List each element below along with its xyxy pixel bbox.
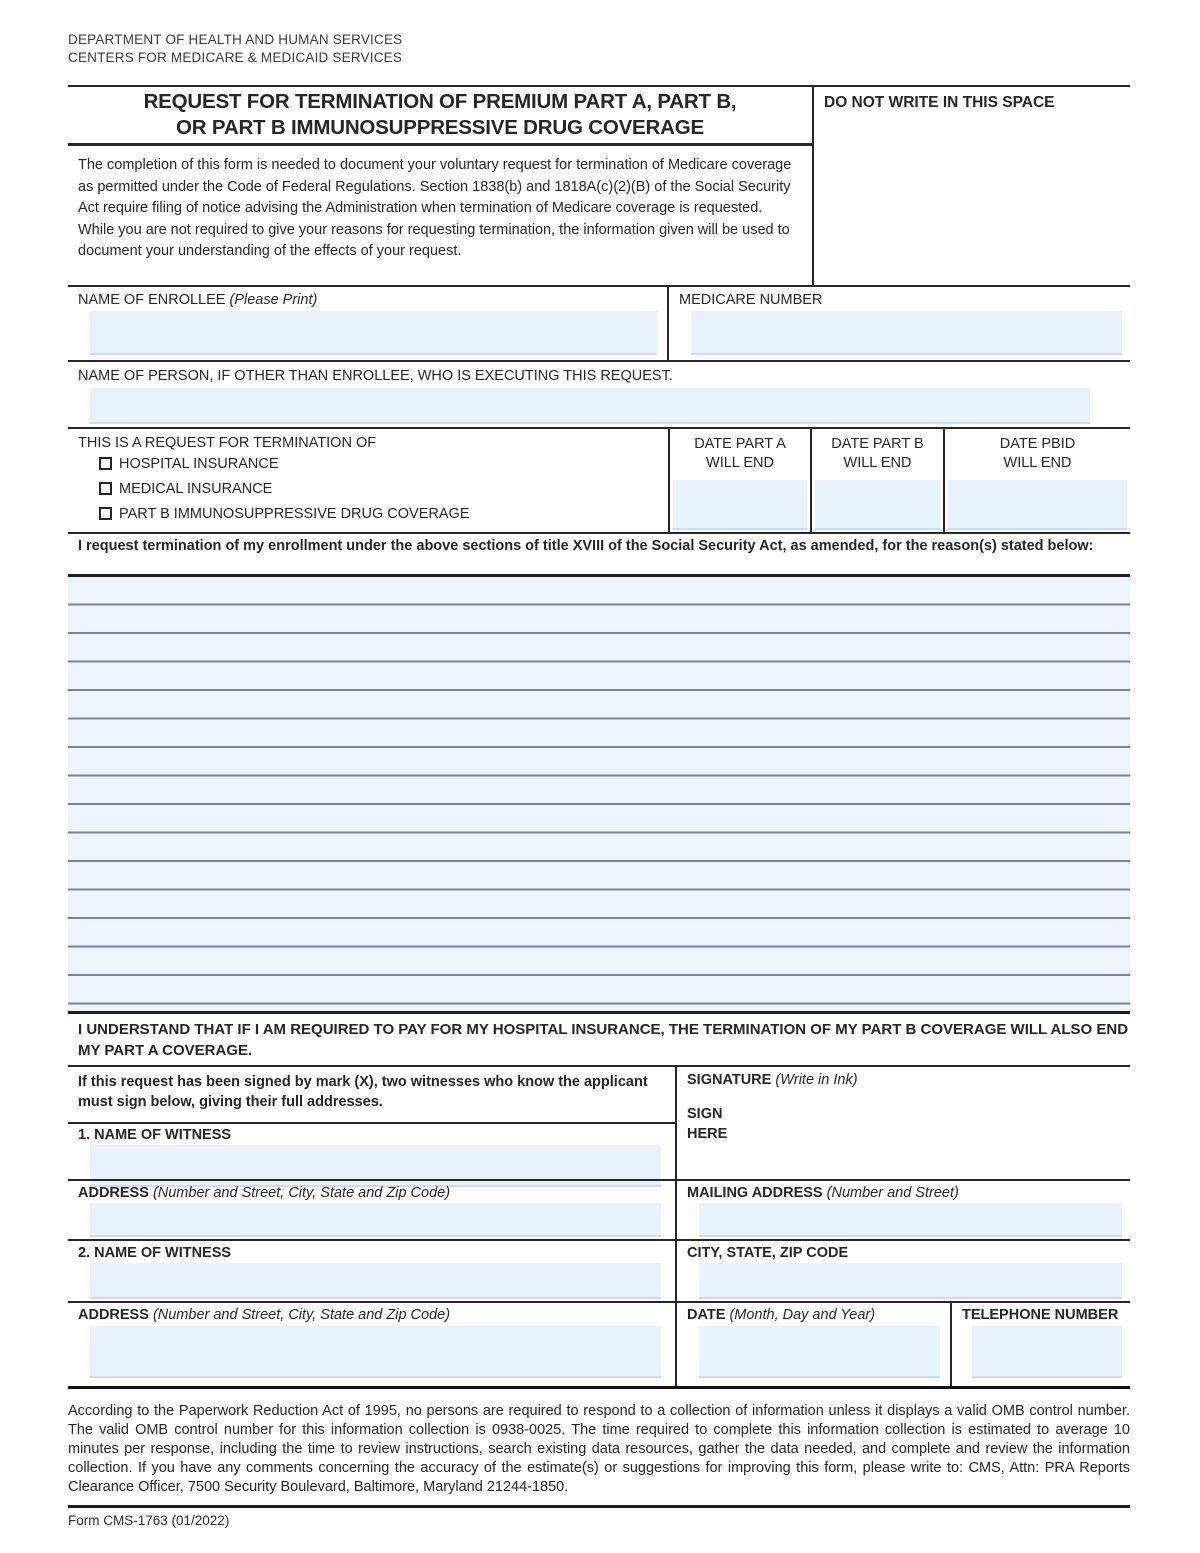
- date-cell: [677, 1303, 950, 1386]
- agency-line-1: DEPARTMENT OF HEALTH AND HUMAN SERVICES: [68, 32, 403, 47]
- witness-signature-section: [68, 1067, 1130, 1389]
- witness-column: [68, 1067, 677, 1386]
- option-part-b-immunosuppressive: [99, 501, 668, 526]
- mailing-address-label-text: MAILING ADDRESS: [687, 1185, 823, 1201]
- person-executing-row: [68, 362, 1130, 429]
- medical-insurance-checkbox[interactable]: [99, 482, 112, 495]
- form-title-line-1: REQUEST FOR TERMINATION OF PREMIUM PART A, PART B,: [143, 90, 737, 113]
- signature-cell: [677, 1067, 1130, 1179]
- footer-divider: [68, 1505, 1130, 1508]
- header-left: [68, 87, 812, 285]
- date-part-b-header-line-2: WILL END: [843, 455, 912, 471]
- date-part-a-header-line-2: WILL END: [706, 455, 774, 471]
- witness2-name-input[interactable]: [90, 1263, 661, 1299]
- telephone-cell: [950, 1303, 1130, 1386]
- witness1-address-label-text: ADDRESS: [78, 1185, 149, 1201]
- form-title: [68, 87, 812, 146]
- do-not-write-box: [812, 87, 1130, 285]
- date-pbid-column: [943, 429, 1130, 532]
- mark-note: If this request has been signed by mark (X), two witnesses who know the applicant must sign below, giving their full addresses.: [68, 1067, 675, 1124]
- date-pbid-header-line-2: WILL END: [1003, 455, 1072, 471]
- reason-prompt: I request termination of my enrollment under the above sections of title XVIII of the Social Security Act, as amended, for the reason(s) stated below:: [68, 534, 1130, 577]
- paperwork-reduction-act-text: According to the Paperwork Reduction Act of 1995, no persons are required to respond to a collection of information unless it displays a valid OMB control number. The valid OMB control number for this information collection is 0938-0025. The time required to complete this information collection is estimated to average 10 minutes per response, including the time to review instructions, search existing data resources, gather the data needed, and complete and review the information collection. If you have any comments concerning the accuracy of the estimate(s) or suggestions for improving this form, please write to: CMS, Attn: PRA Reports Clearance Officer, 7500 Security Boulevard, Baltimore, Maryland 21244-1850.: [68, 1403, 1130, 1495]
- witness1-address-label: [78, 1185, 675, 1201]
- enrollee-row: [68, 287, 1130, 362]
- hospital-insurance-checkbox[interactable]: [99, 457, 112, 470]
- person-executing-input[interactable]: [90, 388, 1090, 424]
- date-part-a-header-line-1: DATE PART A: [694, 436, 786, 452]
- form-page: [68, 0, 1130, 1528]
- medicare-number-input[interactable]: [691, 311, 1122, 355]
- city-state-zip-input[interactable]: [699, 1263, 1122, 1299]
- here-word: HERE: [687, 1126, 728, 1142]
- hospital-insurance-label: HOSPITAL INSURANCE: [119, 455, 279, 472]
- understand-statement: I UNDERSTAND THAT IF I AM REQUIRED TO PAY FOR MY HOSPITAL INSURANCE, THE TERMINATION OF MY PART B COVERAGE WILL ALSO END MY PART A COVERAGE.: [68, 1014, 1130, 1067]
- witness2-address-label: [78, 1307, 675, 1323]
- date-label: [687, 1307, 950, 1323]
- witness1-address-input[interactable]: [90, 1203, 661, 1237]
- date-part-b-header: [812, 429, 943, 473]
- signature-label-text: SIGNATURE: [687, 1072, 772, 1088]
- part-b-immunosuppressive-checkbox[interactable]: [99, 507, 112, 520]
- agency-line-2: CENTERS FOR MEDICARE & MEDICAID SERVICES: [68, 49, 403, 65]
- do-not-write-label: DO NOT WRITE IN THIS SPACE: [824, 94, 1055, 111]
- witness2-label: 2. NAME OF WITNESS: [78, 1245, 232, 1261]
- sign-here-label: [687, 1104, 1130, 1144]
- signature-hint: (Write in Ink): [775, 1072, 858, 1088]
- date-part-b-header-line-1: DATE PART B: [831, 436, 924, 452]
- sign-word: SIGN: [687, 1106, 723, 1122]
- date-label-text: DATE: [687, 1307, 726, 1323]
- form-body: [68, 85, 1130, 1389]
- witness2-cell: [68, 1239, 675, 1301]
- witness2-address-cell: [68, 1301, 675, 1386]
- date-telephone-row: [677, 1301, 1130, 1386]
- mailing-address-hint: (Number and Street): [826, 1185, 959, 1201]
- form-title-line-2: OR PART B IMMUNOSUPPRESSIVE DRUG COVERAGE: [176, 116, 704, 139]
- date-part-b-column: [810, 429, 943, 532]
- mailing-address-cell: [677, 1179, 1130, 1239]
- date-part-b-input[interactable]: [815, 480, 940, 530]
- part-b-immunosuppressive-label: PART B IMMUNOSUPPRESSIVE DRUG COVERAGE: [119, 505, 470, 522]
- form-number: Form CMS-1763 (01/2022): [68, 1513, 230, 1528]
- city-state-zip-cell: [677, 1239, 1130, 1301]
- witness1-label: 1. NAME OF WITNESS: [78, 1127, 232, 1143]
- termination-label: THIS IS A REQUEST FOR TERMINATION OF: [78, 435, 377, 451]
- telephone-input[interactable]: [972, 1326, 1122, 1378]
- header-row: [68, 87, 1130, 287]
- date-part-a-input[interactable]: [673, 480, 807, 530]
- witness1-cell: [68, 1124, 675, 1179]
- signature-label: [687, 1072, 1130, 1088]
- date-pbid-input[interactable]: [948, 480, 1127, 530]
- mailing-address-label: [687, 1185, 1130, 1201]
- witness2-address-label-text: ADDRESS: [78, 1307, 149, 1323]
- enrollee-name-label: [78, 292, 667, 308]
- person-executing-label: NAME OF PERSON, IF OTHER THAN ENROLLEE, WHO IS EXECUTING THIS REQUEST.: [78, 368, 673, 384]
- date-part-a-header: [670, 429, 810, 473]
- witness2-address-input[interactable]: [90, 1326, 661, 1378]
- telephone-label: TELEPHONE NUMBER: [962, 1307, 1119, 1323]
- termination-request-row: [68, 429, 1130, 534]
- witness1-address-hint: (Number and Street, City, State and Zip Code): [152, 1185, 451, 1201]
- enrollee-name-label-text: NAME OF ENROLLEE: [78, 292, 226, 308]
- medical-insurance-label: MEDICAL INSURANCE: [119, 480, 273, 497]
- enrollee-name-input[interactable]: [90, 311, 657, 355]
- signature-column: [677, 1067, 1130, 1386]
- city-state-zip-label: CITY, STATE, ZIP CODE: [687, 1245, 849, 1261]
- witness2-address-hint: (Number and Street, City, State and Zip Code): [152, 1307, 451, 1323]
- date-input[interactable]: [699, 1326, 940, 1378]
- witness1-address-cell: [68, 1179, 675, 1239]
- intro-text: The completion of this form is needed to document your voluntary request for termination of Medicare coverage as permitted under the Code of Federal Regulations. Section 1838(b) and 1818A(c)(2)(B) of the Social Security Act require filing of notice advising the Administration when termination of Medicare coverage is requested. While you are not required to give your reasons for requesting termination, the information given will be used to document your understanding of the effects of your request.: [78, 157, 792, 259]
- date-pbid-header-line-1: DATE PBID: [999, 436, 1076, 452]
- medicare-number-cell: [669, 287, 1130, 360]
- agency-header: [68, 0, 1130, 66]
- date-hint: (Month, Day and Year): [729, 1307, 876, 1323]
- date-pbid-header: [945, 429, 1130, 473]
- medicare-number-label: MEDICARE NUMBER: [679, 292, 823, 308]
- date-part-a-column: [668, 429, 810, 532]
- option-medical-insurance: [99, 476, 668, 501]
- enrollee-name-hint: (Please Print): [229, 292, 318, 308]
- reason-text-input[interactable]: [68, 577, 1130, 1014]
- termination-options-cell: [68, 429, 668, 532]
- option-hospital-insurance: [99, 451, 668, 476]
- mailing-address-input[interactable]: [699, 1203, 1122, 1237]
- enrollee-name-cell: [68, 287, 669, 360]
